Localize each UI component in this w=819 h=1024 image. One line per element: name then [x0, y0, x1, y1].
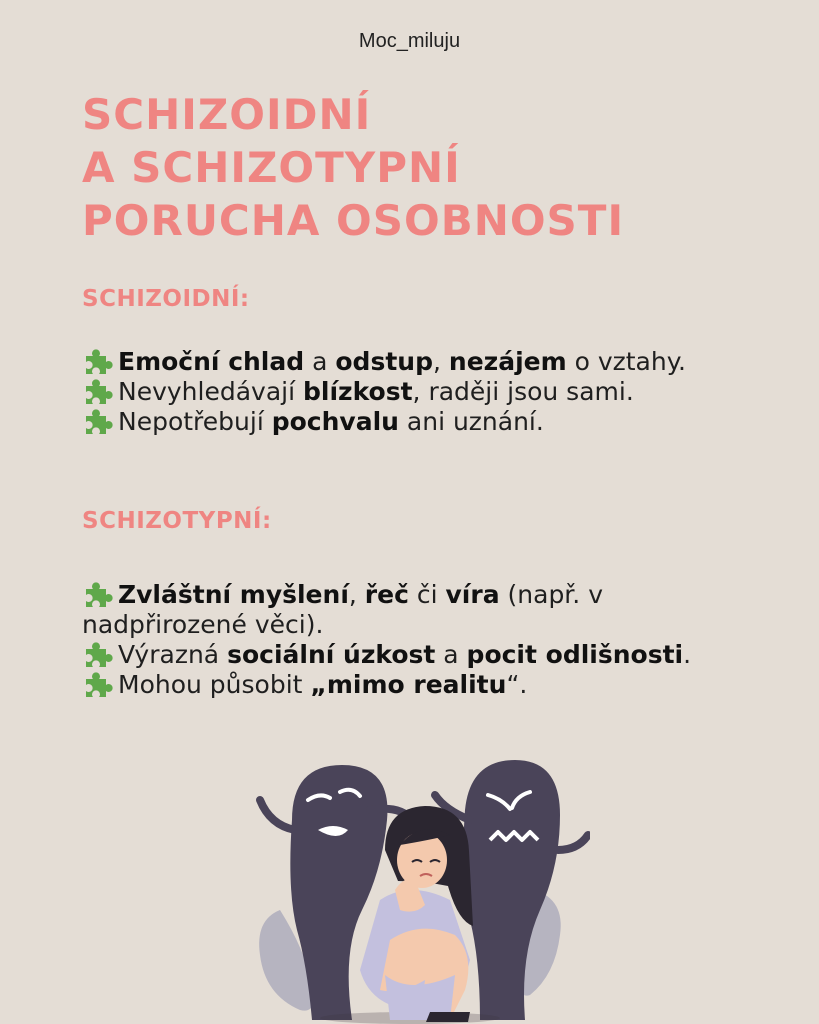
list-item: Nepotřebují pochvalu ani uznání. — [82, 407, 762, 437]
list-item: Mohou působit „mimo realitu“. — [82, 670, 762, 700]
shadow-figure-right — [463, 760, 560, 1020]
list-item: Emoční chlad a odstup, nezájem o vztahy. — [82, 347, 762, 377]
title-line-3: PORUCHA OSOBNOSTI — [82, 196, 625, 245]
list-item: Nevyhledávají blízkost, raději jsou sami. — [82, 377, 762, 407]
section-heading-schizoid: SCHIZOIDNÍ: — [82, 286, 250, 312]
puzzle-piece-icon — [82, 348, 114, 374]
account-handle: Moc_miluju — [358, 30, 461, 52]
list-item: Zvláštní myšlení, řeč či víra (např. v nadpřirozené věci). — [82, 580, 603, 639]
title-line-1: SCHIZOIDNÍ — [82, 90, 372, 139]
list-item: Výrazná sociální úzkost a pocit odlišnosti. — [82, 640, 762, 670]
section-heading-schizotypal: SCHIZOTYPNÍ: — [82, 508, 272, 534]
schizotypal-traits-list — [82, 580, 762, 700]
puzzle-piece-icon — [82, 408, 114, 434]
puzzle-piece-icon — [82, 581, 114, 607]
schizoid-traits-list — [82, 347, 762, 437]
title-line-2: A SCHIZOTYPNÍ — [82, 143, 461, 192]
anxious-girl-with-shadow-figures-illustration — [240, 750, 590, 1024]
page-title — [82, 88, 624, 247]
puzzle-piece-icon — [82, 671, 114, 697]
puzzle-piece-icon — [82, 378, 114, 404]
puzzle-piece-icon — [82, 641, 114, 667]
